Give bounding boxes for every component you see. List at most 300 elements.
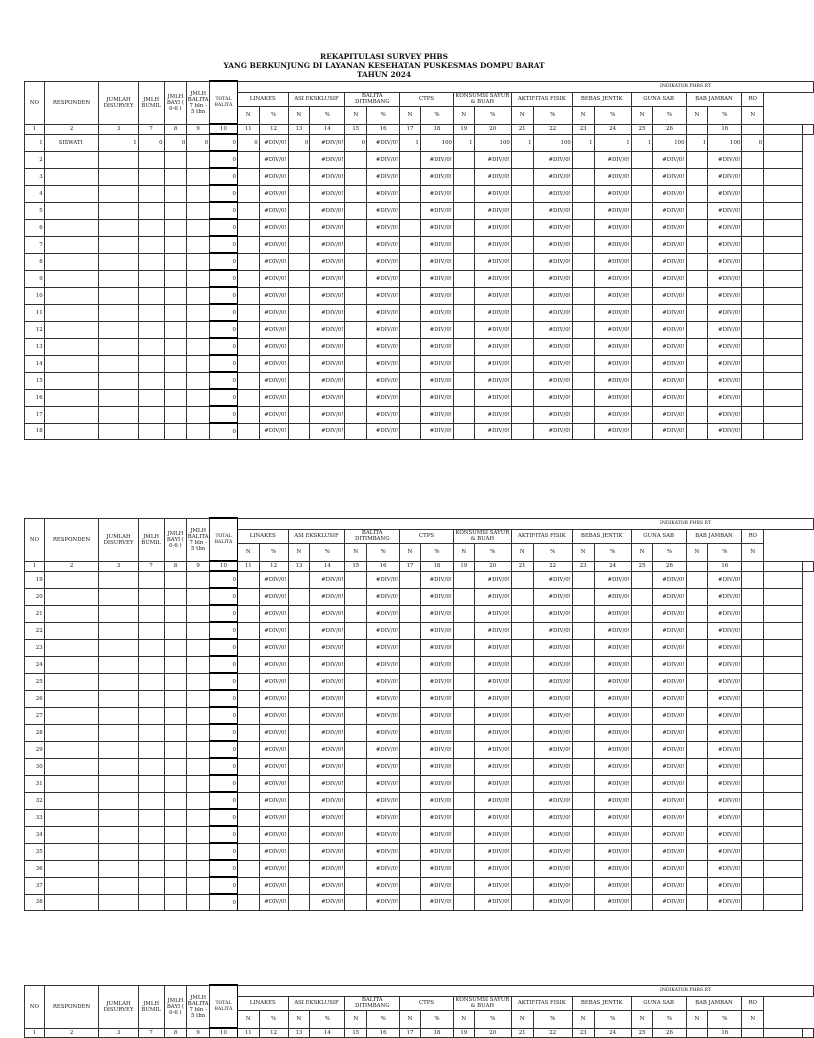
row-number: 24 [25, 656, 45, 673]
empty-cell [400, 673, 421, 690]
empty-cell [742, 724, 764, 741]
indicator-percent: #DIV/0! [310, 724, 345, 741]
empty-cell [345, 236, 367, 253]
empty-cell [237, 253, 259, 270]
empty-cell [764, 134, 803, 151]
indicator-percent: #DIV/0! [594, 355, 631, 372]
empty-cell [187, 253, 210, 270]
indicator-percent: #DIV/0! [653, 389, 686, 406]
empty-cell [237, 236, 259, 253]
empty-cell [288, 304, 310, 321]
empty-cell [237, 202, 259, 219]
col-number: 18 [420, 124, 453, 134]
empty-cell [742, 338, 764, 355]
empty-cell [138, 423, 164, 440]
row-number: 27 [25, 707, 45, 724]
indicator-percent: #DIV/0! [708, 877, 742, 894]
empty-cell [742, 304, 764, 321]
total-balita-value: 0 [210, 826, 238, 843]
indicator-percent: #DIV/0! [708, 355, 742, 372]
indicator-percent: #DIV/0! [310, 406, 345, 423]
col-number: 11 [237, 124, 259, 134]
indicator-percent: #DIV/0! [653, 843, 686, 860]
empty-cell [631, 389, 653, 406]
empty-cell [345, 741, 367, 758]
empty-cell [99, 622, 138, 639]
indicator-percent: #DIV/0! [533, 792, 572, 809]
indicator-percent: #DIV/0! [259, 389, 288, 406]
indicator-percent: #DIV/0! [310, 571, 345, 588]
empty-cell [138, 168, 164, 185]
empty-cell [164, 792, 187, 809]
empty-cell [44, 406, 99, 423]
empty-cell [572, 792, 594, 809]
indicator-percent: #DIV/0! [708, 151, 742, 168]
indicator-percent: #DIV/0! [310, 605, 345, 622]
empty-cell [631, 406, 653, 423]
indicator-percent: #DIV/0! [594, 656, 631, 673]
empty-cell [138, 860, 164, 877]
indicator-percent: #DIV/0! [367, 775, 400, 792]
n-header: N [742, 1010, 764, 1028]
empty-cell [764, 185, 803, 202]
col-number: 7 [138, 1028, 164, 1038]
empty-cell [345, 372, 367, 389]
col-header-jmlh-balita: JMLH BALITA 7 bln - 5 thn [187, 518, 210, 561]
indicator-percent: #DIV/0! [653, 690, 686, 707]
indicator-percent: #DIV/0! [259, 809, 288, 826]
indicator-value: 1 [453, 134, 474, 151]
col-number: 12 [259, 124, 288, 134]
empty-cell [453, 724, 474, 741]
indicator-percent: #DIV/0! [310, 185, 345, 202]
empty-cell [164, 860, 187, 877]
empty-cell [345, 219, 367, 236]
empty-cell [288, 860, 310, 877]
empty-cell [453, 673, 474, 690]
indicator-percent: #DIV/0! [594, 270, 631, 287]
empty-cell [400, 622, 421, 639]
indicator-percent: #DIV/0! [594, 423, 631, 440]
empty-cell [345, 758, 367, 775]
total-balita-value: 0 [210, 639, 238, 656]
indicator-percent: #DIV/0! [708, 202, 742, 219]
empty-cell [345, 588, 367, 605]
empty-cell [345, 571, 367, 588]
empty-cell [237, 656, 259, 673]
indicator-percent: #DIV/0! [594, 690, 631, 707]
col-number: 2 [44, 561, 99, 571]
col-number: 25 [631, 1028, 653, 1038]
empty-cell [99, 809, 138, 826]
empty-cell [288, 236, 310, 253]
indicator-header: BEBAS JENTIK [572, 996, 631, 1010]
empty-cell [631, 355, 653, 372]
indicator-percent: #DIV/0! [259, 707, 288, 724]
total-balita-value: 0 [210, 287, 238, 304]
empty-cell [686, 809, 708, 826]
n-header: N [511, 106, 533, 124]
empty-cell [288, 826, 310, 843]
indicator-percent: #DIV/0! [367, 843, 400, 860]
empty-cell [138, 571, 164, 588]
empty-cell [99, 605, 138, 622]
indicator-percent: #DIV/0! [533, 270, 572, 287]
indicator-percent: #DIV/0! [310, 758, 345, 775]
table-row [25, 270, 814, 287]
indicator-percent: #DIV/0! [594, 168, 631, 185]
pct-header: % [533, 543, 572, 561]
empty-cell [44, 877, 99, 894]
empty-cell [453, 270, 474, 287]
col-number: 26 [653, 1028, 686, 1038]
empty-cell [764, 639, 803, 656]
n-header: N [631, 543, 653, 561]
empty-cell [164, 843, 187, 860]
col-number: 17 [400, 1028, 421, 1038]
indicator-header: BALITA DITIMBANG [345, 996, 400, 1010]
empty-cell [44, 571, 99, 588]
empty-cell [138, 321, 164, 338]
empty-cell [99, 355, 138, 372]
indicator-header: AKTIFITAS FISIK [511, 92, 572, 106]
indicator-value: 1 [572, 134, 594, 151]
indicator-percent: #DIV/0! [533, 168, 572, 185]
indicator-percent: #DIV/0! [310, 202, 345, 219]
empty-cell [686, 707, 708, 724]
indicator-header: AKTIFITAS FISIK [511, 529, 572, 543]
indicator-percent: #DIV/0! [594, 185, 631, 202]
empty-cell [187, 168, 210, 185]
empty-cell [686, 741, 708, 758]
survey-table-page-3 [24, 984, 768, 1036]
empty-cell [742, 741, 764, 758]
indicator-percent: #DIV/0! [474, 690, 511, 707]
indicator-percent: #DIV/0! [708, 423, 742, 440]
pct-header: % [420, 543, 453, 561]
indicator-header: KONSUMSI SAYUR & BUAH [453, 92, 511, 106]
empty-cell [400, 707, 421, 724]
indicator-percent: #DIV/0! [708, 724, 742, 741]
col-number: 3 [99, 124, 138, 134]
empty-cell [345, 304, 367, 321]
empty-cell [288, 792, 310, 809]
empty-cell [686, 389, 708, 406]
empty-cell [187, 605, 210, 622]
empty-cell [631, 168, 653, 185]
col-number: 16 [367, 1028, 400, 1038]
indicator-percent: #DIV/0! [474, 860, 511, 877]
indicator-percent: #DIV/0! [310, 151, 345, 168]
n-header: N [400, 1010, 421, 1028]
indicator-percent: #DIV/0! [310, 270, 345, 287]
indicator-percent: #DIV/0! [533, 724, 572, 741]
empty-cell [572, 588, 594, 605]
indicator-percent: #DIV/0! [474, 622, 511, 639]
indicator-percent: #DIV/0! [594, 843, 631, 860]
empty-cell [631, 423, 653, 440]
empty-cell [345, 605, 367, 622]
indicator-percent: #DIV/0! [420, 775, 453, 792]
indicator-header: RO [742, 92, 764, 106]
empty-cell [345, 843, 367, 860]
empty-cell [44, 270, 99, 287]
empty-cell [237, 724, 259, 741]
n-header: N [237, 106, 259, 124]
col-header-total-balita: TOTAL BALITA [210, 81, 238, 124]
indicator-percent: #DIV/0! [259, 423, 288, 440]
empty-cell [237, 287, 259, 304]
row-number: 32 [25, 792, 45, 809]
empty-cell [572, 622, 594, 639]
n-header: N [345, 543, 367, 561]
empty-cell [686, 270, 708, 287]
indicator-percent: #DIV/0! [708, 321, 742, 338]
indicator-percent: #DIV/0! [708, 219, 742, 236]
row-number: 8 [25, 253, 45, 270]
empty-cell [631, 338, 653, 355]
empty-cell [288, 741, 310, 758]
empty-cell [345, 860, 367, 877]
col-number: 3 [99, 561, 138, 571]
empty-cell [99, 860, 138, 877]
empty-cell [345, 724, 367, 741]
empty-cell [400, 605, 421, 622]
n-header: N [453, 106, 474, 124]
indicator-percent: #DIV/0! [259, 321, 288, 338]
empty-cell [742, 622, 764, 639]
indicator-percent: #DIV/0! [653, 877, 686, 894]
col-number: 7 [138, 124, 164, 134]
empty-cell [187, 287, 210, 304]
empty-cell [453, 355, 474, 372]
indicator-percent: #DIV/0! [594, 588, 631, 605]
col-header-jumlah-disurvey: JUMLAH DISURVEY [99, 985, 138, 1028]
indicator-percent: #DIV/0! [708, 338, 742, 355]
empty-cell [764, 656, 803, 673]
empty-cell [187, 758, 210, 775]
empty-cell [345, 151, 367, 168]
empty-cell [187, 571, 210, 588]
empty-cell [631, 860, 653, 877]
col-header-jumlah-disurvey: JUMLAH DISURVEY [99, 81, 138, 124]
empty-cell [400, 775, 421, 792]
empty-cell [631, 809, 653, 826]
empty-cell [742, 423, 764, 440]
col-number: 21 [511, 561, 533, 571]
indicator-percent: #DIV/0! [708, 236, 742, 253]
indicator-percent: #DIV/0! [367, 826, 400, 843]
indicator-percent: #DIV/0! [259, 304, 288, 321]
indicator-percent: #DIV/0! [653, 724, 686, 741]
empty-cell [288, 423, 310, 440]
indicator-percent: #DIV/0! [310, 423, 345, 440]
table-row [25, 656, 814, 673]
indicator-percent: #DIV/0! [474, 588, 511, 605]
empty-cell [453, 219, 474, 236]
indicator-header: BEBAS JENTIK [572, 529, 631, 543]
empty-cell [138, 724, 164, 741]
table-row [25, 758, 814, 775]
indicator-percent: #DIV/0! [259, 894, 288, 911]
empty-cell [345, 168, 367, 185]
empty-cell [631, 690, 653, 707]
col-header-no: NO [25, 518, 45, 561]
indicator-percent: #DIV/0! [533, 894, 572, 911]
empty-cell [686, 673, 708, 690]
total-balita-value: 0 [210, 690, 238, 707]
empty-cell [764, 270, 803, 287]
indicator-percent: #DIV/0! [653, 406, 686, 423]
col-number: 22 [533, 124, 572, 134]
indicator-percent: #DIV/0! [653, 588, 686, 605]
row-number: 22 [25, 622, 45, 639]
empty-cell [400, 355, 421, 372]
empty-cell [453, 185, 474, 202]
indicator-percent: #DIV/0! [367, 792, 400, 809]
empty-cell [99, 406, 138, 423]
col-number: 2 [44, 1028, 99, 1038]
indicator-percent: #DIV/0! [474, 843, 511, 860]
table-row [25, 321, 814, 338]
empty-cell [44, 304, 99, 321]
indicator-percent: #DIV/0! [594, 877, 631, 894]
empty-cell [764, 151, 803, 168]
total-balita-value: 0 [210, 219, 238, 236]
empty-cell [138, 877, 164, 894]
empty-cell [99, 894, 138, 911]
empty-cell [288, 571, 310, 588]
indicator-percent: #DIV/0! [310, 355, 345, 372]
total-balita-value: 0 [210, 673, 238, 690]
empty-cell [44, 168, 99, 185]
table-row [25, 372, 814, 389]
row-number: 17 [25, 406, 45, 423]
empty-cell [511, 253, 533, 270]
pct-header: % [653, 543, 686, 561]
col-number: 10 [210, 1028, 238, 1038]
indicator-percent: #DIV/0! [259, 758, 288, 775]
col-number: 20 [474, 1028, 511, 1038]
col-number: 16 [708, 124, 742, 134]
empty-cell [99, 202, 138, 219]
indicator-percent: #DIV/0! [708, 622, 742, 639]
table-row [25, 605, 814, 622]
empty-cell [511, 758, 533, 775]
indicator-percent: #DIV/0! [708, 894, 742, 911]
indicator-header: CTPS [400, 996, 454, 1010]
empty-cell [237, 860, 259, 877]
indicator-percent: #DIV/0! [653, 151, 686, 168]
empty-cell [631, 622, 653, 639]
col-number [742, 124, 764, 134]
indicator-percent: #DIV/0! [708, 741, 742, 758]
indicator-percent: #DIV/0! [594, 622, 631, 639]
empty-cell [288, 151, 310, 168]
empty-cell [511, 843, 533, 860]
empty-cell [400, 860, 421, 877]
col-header-no: NO [25, 985, 45, 1028]
col-header-jmlh-bayi: JMLH BAYI ( 0-6 ) [164, 985, 187, 1028]
col-number: 21 [511, 1028, 533, 1038]
empty-cell [400, 741, 421, 758]
table-row [25, 219, 814, 236]
indicator-percent: #DIV/0! [367, 860, 400, 877]
col-number: 12 [259, 1028, 288, 1038]
indicator-percent: #DIV/0! [474, 656, 511, 673]
empty-cell [742, 826, 764, 843]
empty-cell [138, 389, 164, 406]
total-balita-value: 0 [210, 775, 238, 792]
indicator-percent: #DIV/0! [474, 338, 511, 355]
empty-cell [400, 656, 421, 673]
col-header-jmlh-bayi: JMLH BAYI ( 0-6 ) [164, 81, 187, 124]
indicator-percent: #DIV/0! [533, 690, 572, 707]
empty-cell [764, 894, 803, 911]
empty-cell [686, 423, 708, 440]
empty-cell [99, 219, 138, 236]
n-header: N [511, 1010, 533, 1028]
table-row [25, 406, 814, 423]
indicator-percent: #DIV/0! [653, 571, 686, 588]
empty-cell [237, 389, 259, 406]
empty-cell [187, 673, 210, 690]
empty-cell [138, 690, 164, 707]
n-header: N [453, 543, 474, 561]
n-header: N [686, 543, 708, 561]
indicator-percent: #DIV/0! [420, 724, 453, 741]
empty-cell [453, 707, 474, 724]
empty-cell [400, 894, 421, 911]
empty-cell [511, 270, 533, 287]
empty-cell [288, 389, 310, 406]
empty-cell [511, 168, 533, 185]
indicator-percent: #DIV/0! [533, 321, 572, 338]
empty-cell [631, 656, 653, 673]
indicator-percent: #DIV/0! [259, 151, 288, 168]
empty-cell [44, 639, 99, 656]
empty-cell [288, 321, 310, 338]
indicator-percent: #DIV/0! [594, 673, 631, 690]
indicator-percent: #DIV/0! [653, 202, 686, 219]
indicator-percent: #DIV/0! [533, 253, 572, 270]
empty-cell [686, 253, 708, 270]
indicator-percent: #DIV/0! [594, 639, 631, 656]
indicator-percent: #DIV/0! [310, 707, 345, 724]
indicator-percent: #DIV/0! [367, 707, 400, 724]
empty-cell [99, 724, 138, 741]
table-row [25, 304, 814, 321]
empty-cell [345, 355, 367, 372]
total-balita-value: 0 [210, 304, 238, 321]
col-header-indikator-group: INDIKATOR PHBS RT [237, 81, 813, 92]
indicator-percent: #DIV/0! [533, 622, 572, 639]
pct-header: % [533, 1010, 572, 1028]
empty-cell [187, 826, 210, 843]
empty-cell [288, 253, 310, 270]
empty-cell [742, 843, 764, 860]
col-number: 16 [708, 561, 742, 571]
indicator-percent: #DIV/0! [420, 894, 453, 911]
pct-header: % [367, 106, 400, 124]
empty-cell [764, 321, 803, 338]
total-balita-value: 0 [210, 372, 238, 389]
empty-cell [572, 877, 594, 894]
indicator-percent: #DIV/0! [420, 168, 453, 185]
indicator-header: GUNA SAB [631, 529, 686, 543]
indicator-percent: #DIV/0! [653, 656, 686, 673]
empty-cell [44, 389, 99, 406]
